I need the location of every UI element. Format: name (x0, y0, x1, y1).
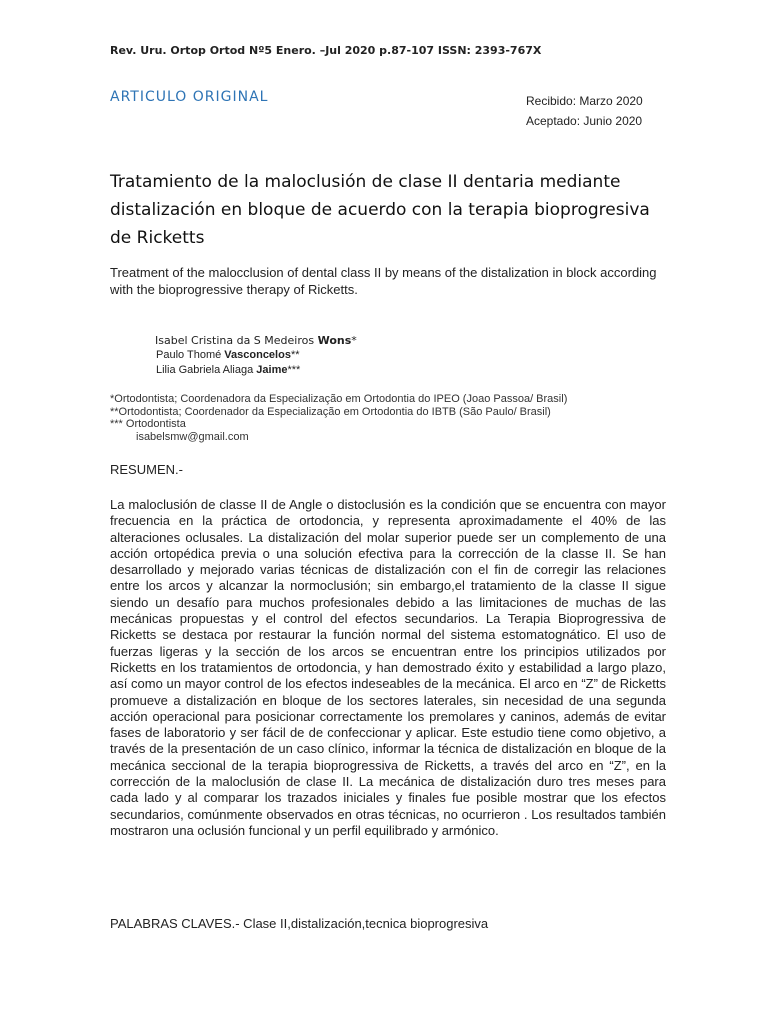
affiliation-1: *Ortodontista; Coordenadora da Especialização em Ortodontia do IPEO (Joao Passoa/ Brasil) (110, 393, 568, 405)
received-date: Recibido: Marzo 2020 (526, 94, 643, 108)
author-family-name: Jaime (256, 364, 288, 376)
author-list (155, 333, 357, 378)
author-mark: * (351, 334, 357, 347)
abstract-body: La maloclusión de classe II de Angle o distoclusión es la condición que se encuentra con mayor frecuencia en la práctica de ortodoncia, y representa aproximadamente el 40% de las alteraciones oclusales. La distalización del molar superior puede ser un complemento de una acción ortopédica previa o una solución efectiva para la corrección de la classe II. Se han desarrollado y mejorado varias técnicas de distalización con el fin de corregir las relaciones entre los arcos y alcanzar la normoclusión; sin embargo,el tratamiento de la classe II sigue siendo un desafío para muchos profesionales debido a las limitaciones de muchas de las mecánicas propuestas y el control del efectos secundarios. La Terapia Bioprogressiva de Ricketts se destaca por restaurar la función normal del sistema estomatognático. El uso de fuerzas ligeras y la sección de los arcos se encuentran entre los principios utilizados por Ricketts en los tratamientos de ortodoncia, y han demostrado éxito y estabilidad a largo plazo, así como un mayor control de los efectos indeseables de la mecánica. El arco en “Z” de Ricketts promueve a distalización en bloque de los sectores laterales, sin necesidad de una segunda acción operacional para posicionar correctamente los premolares y caninos, además de evitar fases de laboratorio y ser fácil de de confeccionar y aplicar. Este estudio tiene como objetivo, a través de la presentación de un caso clínico, informar la técnica de distalización en bloque de la mecánica seccional de la terapia bioprogressiva de Ricketts, a través del arco en “Z”, en la corrección de la maloclusión de clase II. La mecánica de distalización duro tres meses para cada lado y al comparar los trazados iniciales y finales fue posible mostrar que los efectos secundarios, comúnmente observados en otras técnicas, no ocurrieron . Los resultados también mostraron una oclusión funcional y un perfil equilibrado y armónico. (110, 497, 666, 838)
author-given-name: Paulo Thomé (156, 349, 225, 361)
keywords: PALABRAS CLAVES.- Clase II,distalización,tecnica bioprogresiva (110, 916, 489, 931)
author-2 (155, 348, 357, 363)
author-mark: ** (290, 349, 300, 361)
affiliation-2: **Ortodontista; Coordenador da Especialização em Ortodontia do IBTB (São Paulo/ Brasil) (110, 405, 551, 418)
author-given-name: Lilia Gabriela Aliaga (156, 364, 257, 376)
affiliation-3: *** Ortodontista (110, 418, 186, 430)
accepted-date: Aceptado: Junio 2020 (526, 114, 643, 128)
author-mark: *** (287, 364, 301, 376)
author-3 (155, 363, 357, 378)
article-type-label: ARTICULO ORIGINAL (110, 89, 269, 105)
author-family-name: Vasconcelos (224, 349, 291, 361)
author-1 (155, 333, 357, 348)
article-title-english: Treatment of the malocclusion of dental class II by means of the distalization in block according with the bioprogressive therapy of Ricketts. (110, 265, 657, 297)
author-given-name: Isabel Cristina da S Medeiros (155, 334, 318, 347)
article-title-spanish: Tratamiento de la maloclusión de clase II dentaria mediante distalización en bloque de acuerdo con la terapia bioprogresiva de Ricketts (110, 172, 650, 248)
journal-citation: Rev. Uru. Ortop Ortod Nº5 Enero. –Jul 2020 p.87-107 ISSN: 2393-767X (110, 44, 542, 57)
article-dates (526, 91, 643, 131)
author-family-name: Wons (317, 334, 352, 347)
contact-email[interactable]: isabelsmw@gmail.com (136, 430, 249, 443)
affiliations (110, 393, 567, 443)
abstract-heading: RESUMEN.- (110, 462, 183, 477)
